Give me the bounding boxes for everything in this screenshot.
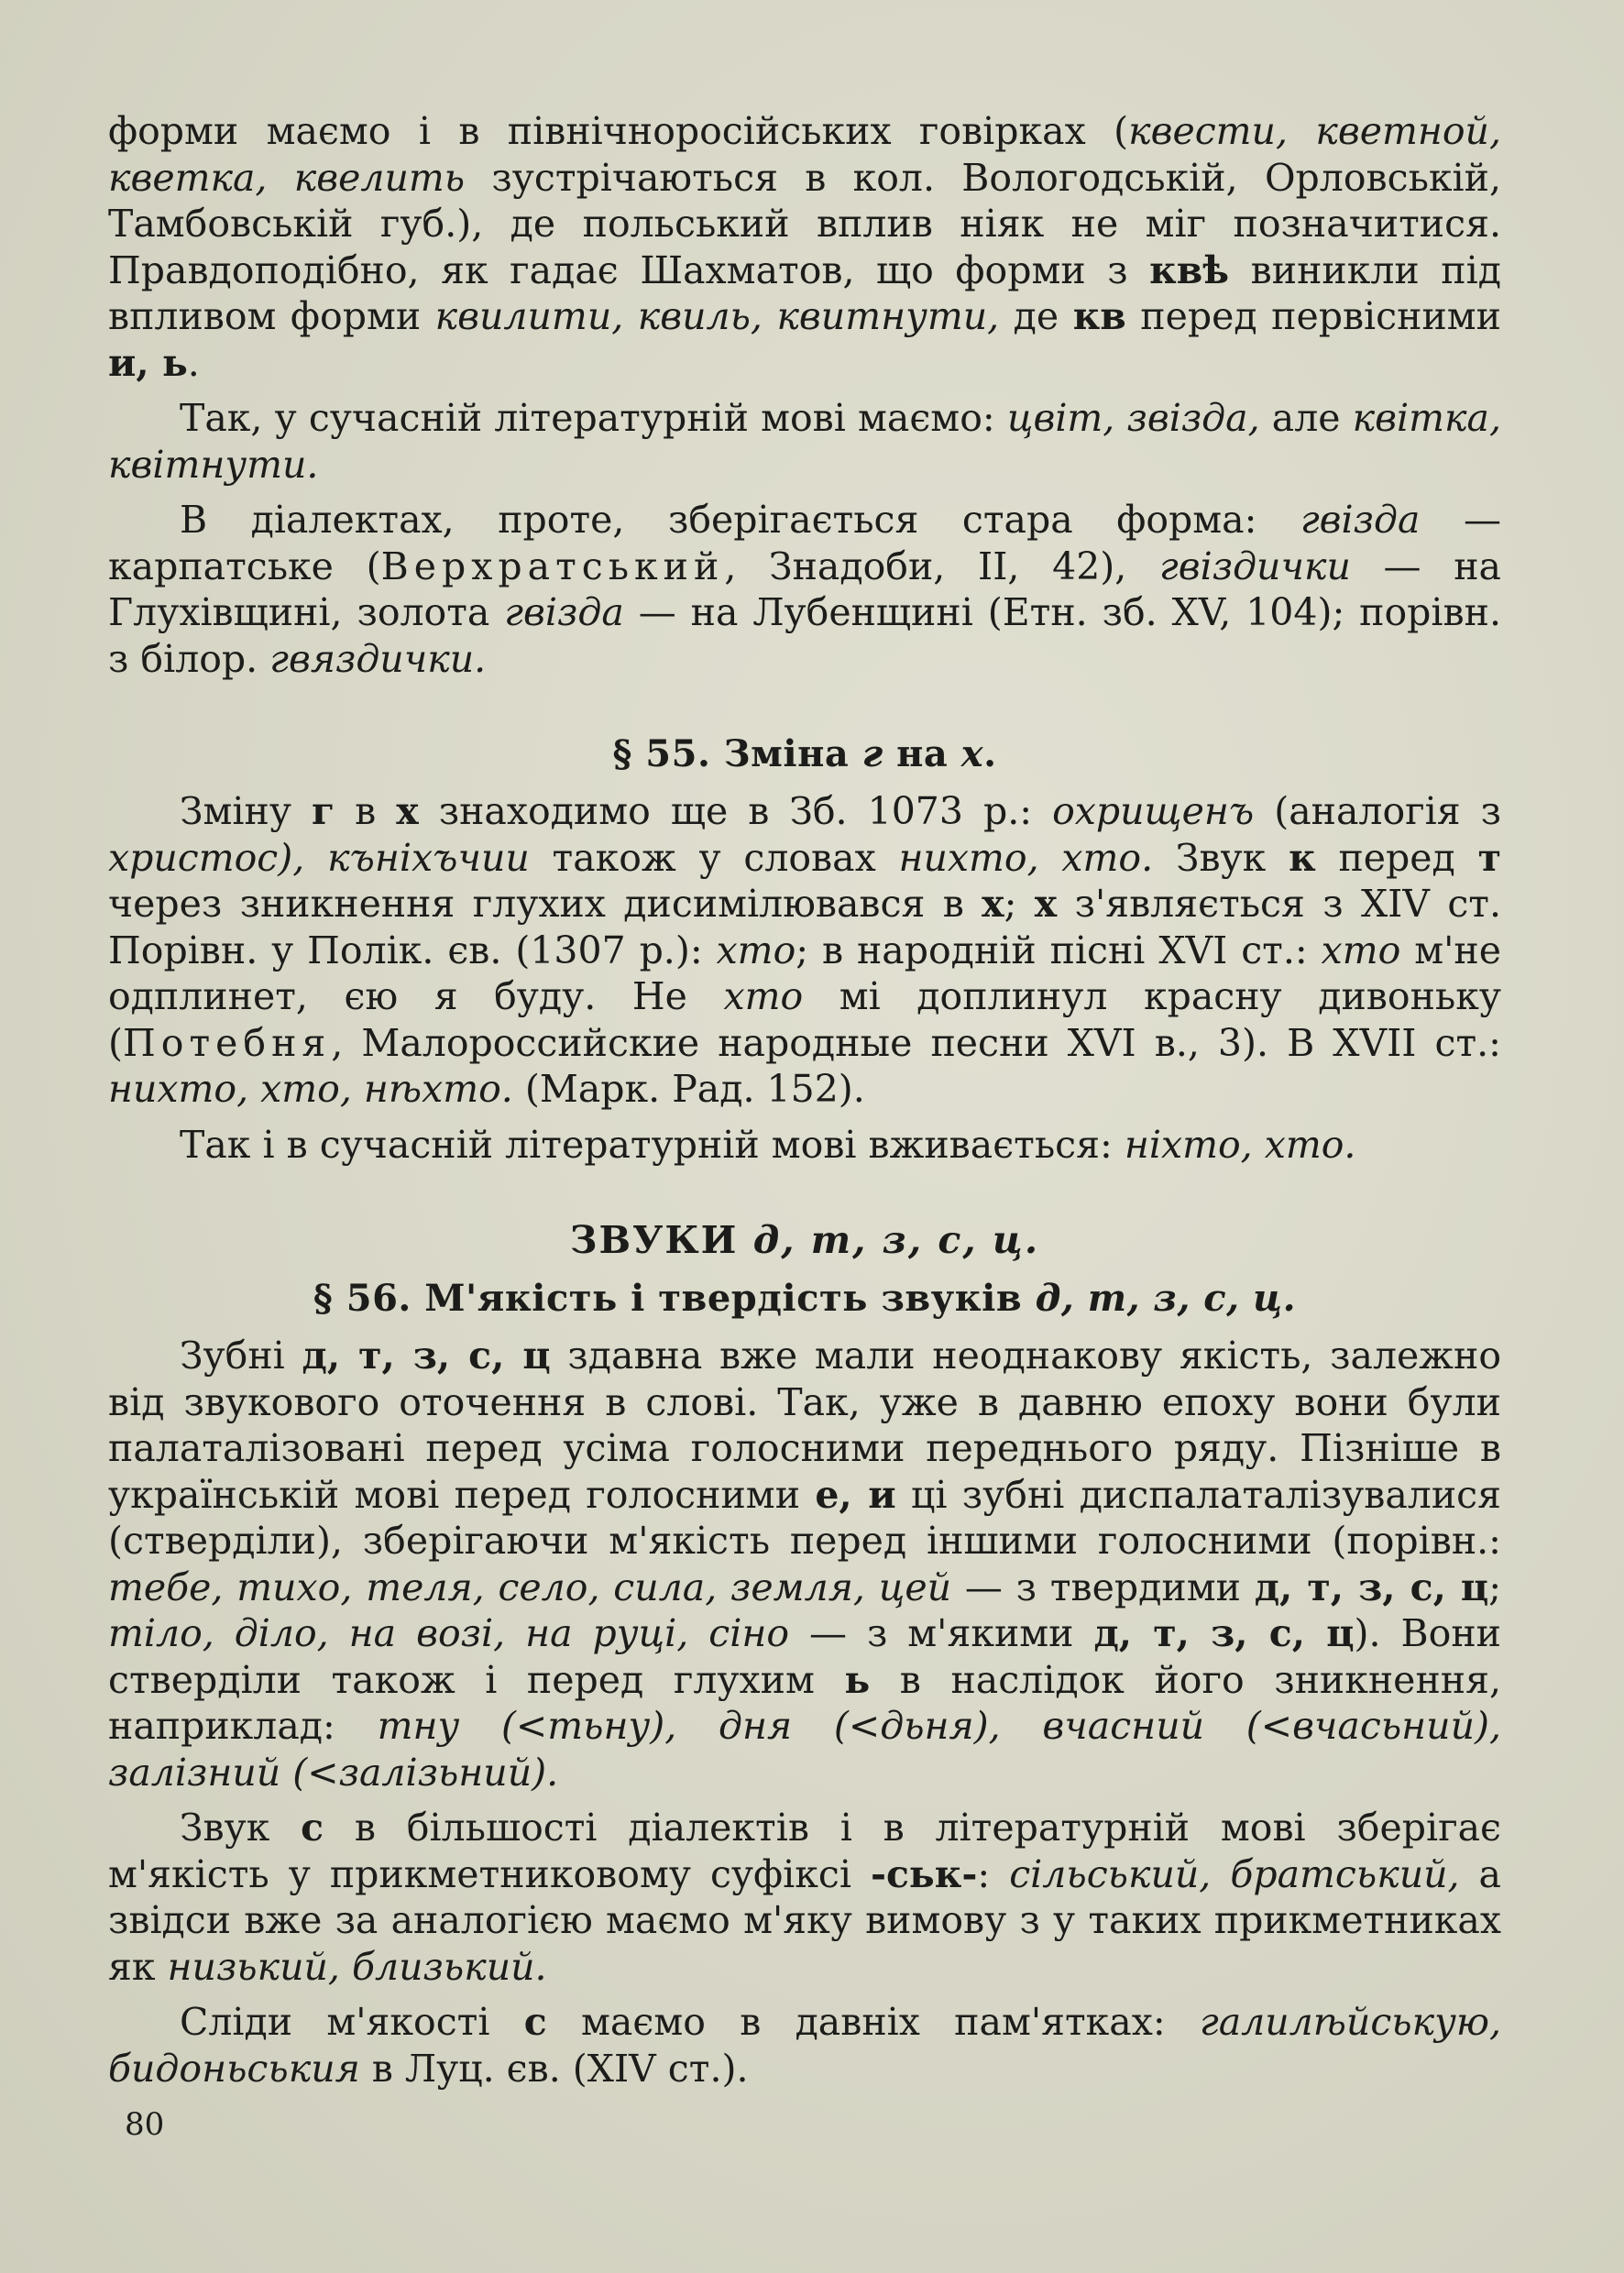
text-span: в Луц. єв. (XIV ст.). — [359, 2046, 749, 2091]
text-span: ; — [1488, 1565, 1502, 1609]
text-span: також у словах — [529, 835, 899, 880]
text-span: , Малороссийские народные песни XVI в., 3). В XVII ст.: — [331, 1020, 1501, 1065]
italic-span: квітка, квітнути. — [108, 396, 1501, 487]
text-span: ). Вони стверділи також і перед глухим — [108, 1611, 1501, 1702]
text-span: Зубні — [180, 1334, 302, 1378]
text-span: через зникнення глухих дисимілювався в — [108, 882, 982, 926]
text-span: Зміну — [180, 789, 313, 833]
paragraph-7 — [108, 1805, 1501, 1990]
heading-italic: д, т, з, с, ц. — [1035, 1277, 1297, 1320]
bold-span: х — [1034, 882, 1058, 926]
text-span: В діалектах, проте, зберігається стара форма: — [180, 498, 1300, 542]
text-span: — карпатське ( — [108, 498, 1501, 588]
italic-span: гвізда — [504, 590, 624, 634]
text-span: ; в народній пісні XVI ст.: — [796, 928, 1322, 972]
text-span: Сліди м'якості — [180, 2000, 524, 2044]
italic-span: гвіздички — [1159, 544, 1351, 588]
bold-span: е, и — [815, 1472, 896, 1517]
paragraph-2 — [108, 395, 1501, 488]
sounds-section-heading — [108, 1215, 1501, 1265]
text-span: в більшості діалектів і в літературній мові зберігає м'якість у прикметниковому суфіксі — [108, 1806, 1501, 1896]
italic-span: нихто, хто, нѣхто. — [108, 1067, 513, 1111]
heading-italic: д, т, з, с, ц. — [752, 1218, 1040, 1262]
heading-italic: х — [960, 732, 984, 775]
text-span: знаходимо ще в Зб. 1073 р.: — [418, 789, 1053, 833]
italic-span: квести, кветной, кветка, квелить — [108, 109, 1501, 200]
heading-text: § 56. М'якість і твердість звуків — [313, 1277, 1036, 1320]
text-span: — на Глухівщині, золота — [108, 544, 1501, 634]
italic-span: хто — [1321, 928, 1401, 972]
italic-span: хто — [723, 974, 804, 1018]
text-span: — з м'якими — [789, 1611, 1094, 1655]
text-span: Звук — [1153, 835, 1289, 880]
italic-span: тіло, діло, на возі, на руці, сіно — [108, 1611, 790, 1655]
italic-span: гвізда — [1300, 498, 1421, 542]
page-body — [108, 108, 1501, 2216]
heading-italic: г — [861, 732, 883, 775]
text-span: — з твердими — [951, 1565, 1255, 1609]
italic-span: гвяздички. — [269, 636, 487, 681]
text-span: здавна вже мали неоднакову якість, залежно від звукового оточення в слові. Так, уже в давню епоху вони були палаталізовані перед усіма голосними переднього ряду. Пізніше в українській мові перед голосними — [108, 1334, 1502, 1517]
bold-span: ь — [844, 1657, 871, 1702]
heading-text: § 55. Зміна — [612, 732, 862, 775]
italic-span: низький, близький. — [167, 1944, 547, 1989]
text-span: а звідси вже за аналогією маємо м'яку вимову з у таких прикметниках як — [108, 1851, 1501, 1989]
bold-span: квѣ — [1149, 247, 1230, 292]
text-span: перед первісними — [1125, 294, 1501, 338]
bold-span: с — [301, 1806, 324, 1850]
bold-span: д, т, з, с, ц — [1254, 1565, 1489, 1609]
paragraph-6 — [108, 1333, 1501, 1795]
paragraph-3 — [108, 497, 1501, 682]
italic-span: квилити, квиль, квитнути, — [434, 294, 1000, 338]
italic-span: христос), къніхъчии — [108, 835, 530, 880]
page-number: 80 — [125, 2106, 165, 2143]
section-56-heading — [108, 1274, 1501, 1323]
bold-span: и, ь — [108, 340, 188, 385]
bold-span: т — [1477, 835, 1501, 880]
text-span: ; — [1004, 882, 1035, 926]
heading-text: на — [883, 732, 961, 775]
section-55-heading — [108, 730, 1501, 779]
spaced-author-name: Потебня — [123, 1020, 332, 1065]
italic-span: цвіт, звізда, — [1006, 396, 1260, 440]
text-span: м'не одплинет, єю я буду. Не — [108, 928, 1501, 1018]
text-span: де — [999, 294, 1073, 338]
text-span: , Знадоби, II, 42), — [724, 544, 1160, 588]
paragraph-1 — [108, 108, 1501, 386]
text-span: виникли під впливом форми — [108, 247, 1501, 338]
text-span: Звук — [180, 1806, 302, 1850]
bold-span: кв — [1072, 294, 1126, 338]
heading-text: . — [983, 732, 997, 775]
italic-span: тну (<тьну), дня (<дьня), вчасний (<вчасьний), залізний (<залізьний). — [108, 1704, 1502, 1795]
italic-span: сільський, братський, — [1009, 1851, 1460, 1896]
text-span: Так, у сучасній літературній мові маємо: — [180, 396, 1007, 440]
bold-span: к — [1289, 835, 1316, 880]
text-span: але — [1259, 396, 1353, 440]
text-span: в — [335, 789, 397, 833]
italic-span: ніхто, хто. — [1124, 1122, 1356, 1167]
italic-span: тебе, тихо, теля, село, сила, земля, цей — [108, 1565, 952, 1609]
text-span: : — [977, 1851, 1010, 1896]
bold-span: -ськ- — [870, 1851, 978, 1896]
heading-text: ЗВУКИ — [569, 1218, 753, 1262]
italic-span: галилѣйськую, бидоньськия — [108, 2000, 1502, 2091]
paragraph-4 — [108, 788, 1501, 1113]
bold-span: с — [523, 2000, 547, 2044]
italic-span: хто — [716, 928, 796, 972]
text-span: мі доплинул красну дивоньку ( — [108, 974, 1501, 1065]
text-span: . — [187, 340, 200, 385]
bold-span: г — [312, 789, 335, 833]
bold-span: х — [396, 789, 419, 833]
bold-span: д, т, з, с, ц — [302, 1334, 551, 1378]
text-span: (аналогія з — [1254, 789, 1501, 833]
paragraph-5 — [108, 1122, 1501, 1169]
text-span: форми маємо і в північноросійських говірках ( — [108, 109, 1129, 153]
bold-span: д, т, з, с, ц — [1093, 1611, 1355, 1655]
paragraph-8 — [108, 1999, 1501, 2092]
italic-span: охрищенъ — [1052, 789, 1255, 833]
text-span: Так і в сучасній літературній мові вживається: — [180, 1122, 1125, 1167]
text-span: — на Лубенщині (Етн. зб. XV, 104); порівн. з білор. — [108, 590, 1501, 681]
text-span: ці зубні диспалаталізувалися (стверділи), зберігаючи м'якість перед іншими голосними (порівн.: — [108, 1472, 1501, 1563]
text-span: (Марк. Рад. 152). — [512, 1067, 865, 1111]
text-span: зустрічаються в кол. Вологодській, Орловській, Тамбовській губ.), де польський вплив ніяк не міг позначитися. Правдоподібно, як гадає Шахматов, що форми з — [108, 155, 1501, 292]
bold-span: х — [982, 882, 1004, 926]
text-span: з'являється з XIV ст. Порівн. у Полік. єв. (1307 р.): — [108, 882, 1501, 972]
spaced-author-name: Верхратський — [380, 544, 725, 588]
text-span: перед — [1315, 835, 1478, 880]
italic-span: нихто, хто. — [898, 835, 1154, 880]
text-span: в наслідок його зникнення, наприклад: — [108, 1657, 1501, 1748]
text-span: маємо в давніх пам'ятках: — [546, 2000, 1200, 2044]
